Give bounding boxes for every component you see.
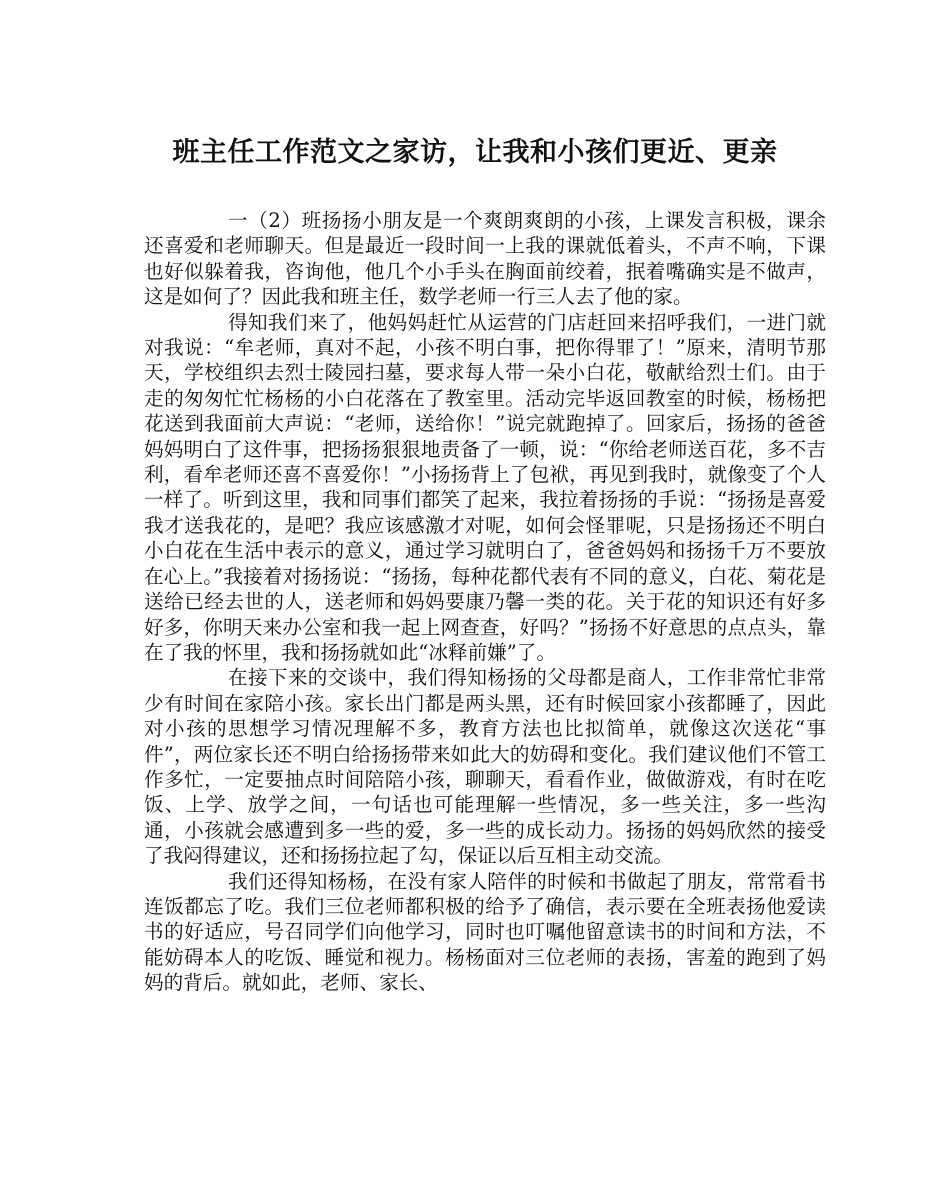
paragraph-3: 在接下来的交谈中，我们得知杨扬的父母都是商人，工作非常忙非常少有时间在家陪小孩。家长出门都是两头黑，还有时候回家小孩都睡了，因此对小孩的思想学习情况理解不多，教育方法也比拟简单，就像这次送花“事件”，两位家长还不明白给扬扬带来如此大的妨碍和变化。我们建议他们不管工作多忙，一定要抽点时间陪陪小孩，聊聊天，看看作业，做做游戏，有时在吃饭、上学、放学之间，一句话也可能理解一些情况，多一些关注，多一些沟通，小孩就会感遭到多一些的爱，多一些的成长动力。扬扬的妈妈欣然的接受了我闷得建议，还和扬扬拉起了勾，保证以后互相主动交流。 — [144, 666, 826, 868]
paragraph-1: 一（2）班扬扬小朋友是一个爽朗爽朗的小孩，上课发言积极，课余还喜爱和老师聊天。但是最近一段时间一上我的课就低着头，不声不响，下课也好似躲着我，咨询他，他几个小手头在胸面前绞着，抿着嘴确实是不做声，这是如何了？因此我和班主任，数学老师一行三人去了他的家。 — [144, 209, 826, 309]
paragraph-4: 我们还得知杨杨，在没有家人陪伴的时候和书做起了朋友，常常看书连饭都忘了吃。我们三位老师都积极的给予了确信，表示要在全班表扬他爱读书的好适应，号召同学们向他学习，同时也叮嘱他留意读书的时间和方法，不能妨碍本人的吃饭、睡觉和视力。杨杨面对三位老师的表扬，害羞的跑到了妈妈的背后。就如此，老师、家长、 — [144, 869, 826, 995]
paragraph-2: 得知我们来了，他妈妈赶忙从运营的门店赶回来招呼我们，一进门就对我说：“牟老师，真对不起，小孩不明白事，把你得罪了！”原来，清明节那天，学校组织去烈士陵园扫墓，要求每人带一朵小白花，敬献给烈士们。由于走的匆匆忙忙杨杨的小白花落在了教室里。活动完毕返回教室的时候，杨杨把花送到我面前大声说：“老师，送给你！”说完就跑掉了。回家后，扬扬的爸爸妈妈明白了这件事，把扬扬狠狠地责备了一顿，说：“你给老师送百花，多不吉利，看牟老师还喜不喜爱你！”小扬扬背上了包袱，再见到我时，就像变了个人一样了。听到这里，我和同事们都笑了起来，我拉着扬扬的手说：“扬扬是喜爱我才送我花的，是吧？我应该感激才对呢，如何会怪罪呢，只是扬扬还不明白小白花在生活中表示的意义，通过学习就明白了，爸爸妈妈和扬扬千万不要放在心上。”我接着对扬扬说：“扬扬，每种花都代表有不同的意义，白花、菊花是送给已经去世的人，送老师和妈妈要康乃馨一类的花。关于花的知识还有好多好多，你明天来办公室和我一起上网查查，好吗？”扬扬不好意思的点点头，靠在了我的怀里，我和扬扬就如此“冰释前嫌”了。 — [144, 310, 826, 664]
document-title: 班主任工作范文之家访，让我和小孩们更近、更亲 — [172, 137, 778, 168]
document-body — [144, 208, 826, 996]
